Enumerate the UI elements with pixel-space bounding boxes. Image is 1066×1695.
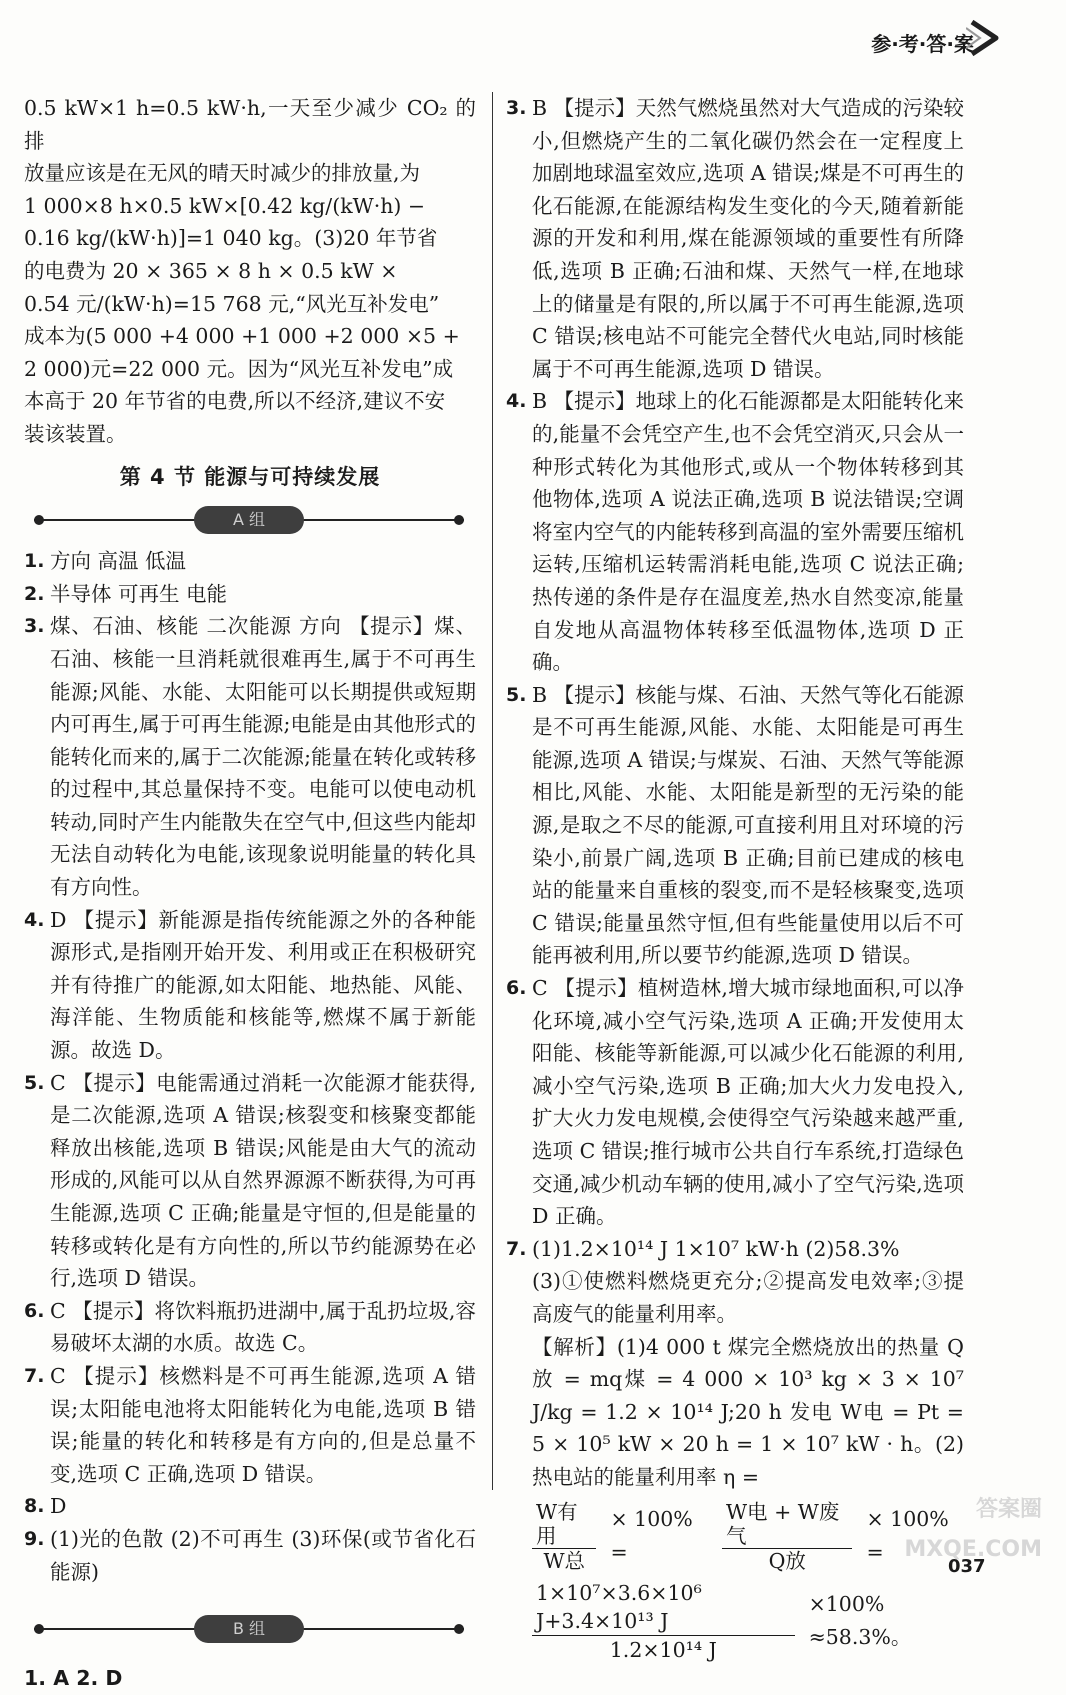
answer-item [24,1523,476,1588]
item-number: 1. [24,550,45,573]
item-text: C 【提示】将饮料瓶扔进湖中,属于乱扔垃圾,容易破坏太湖的水质。故选 C。 [50,1298,476,1356]
item-text: 方向 高温 低温 [50,549,187,574]
item-number: 6. [24,1299,45,1322]
answer-item [24,545,476,578]
fraction-numerator: 1×10⁷×3.6×10⁶ J+3.4×10¹³ J [532,1579,795,1636]
item-text: 半导体 可再生 电能 [50,581,228,606]
answer-list-b [506,92,964,1265]
fraction-result [532,1579,795,1664]
q7-part3: (3)①使燃料燃烧更充分;②提高发电效率;③提高废气的能量利用率。 [532,1269,964,1326]
fraction-denominator: W总 [543,1548,586,1573]
page-number: 037 [948,1556,986,1577]
item-number: 7. [24,1364,45,1387]
item-text: C 【提示】电能需通过消耗一次能源才能获得,是二次能源,选项 A 错误;核裂变和核聚变都能释放出核能,选项 B 错误;风能是由大气的流动形成的,风能可以从自然界源源不断获得,为可再生能源,选项 C 正确;能量是守恒的,但是能量的转移或转化是有方向性的,所以节约能源势在必行,选项 D 错误。 [50,1070,476,1291]
chevron-right-icon [966,18,1010,58]
running-header [871,28,974,57]
intro-line: 0.5 kW×1 h=0.5 kW·h,一天至少减少 CO₂ 的排 [24,96,476,153]
divider-dot [34,1624,44,1634]
equation-operator: × 100% = [866,1507,949,1565]
group-b-answers: 1. A 2. D [24,1666,123,1691]
intro-continuation [24,92,476,451]
answer-item [24,904,476,1067]
efficiency-result [506,1579,964,1664]
item-number: 2. [24,582,45,605]
intro-line: 放量应该是在无风的晴天时减少的排放量,为 [24,161,421,186]
watermark-logo: 答案圈 MXQE.COM [904,1497,1042,1562]
fraction-denominator: 1.2×10¹⁴ J [609,1637,717,1662]
item-text: B 【提示】核能与煤、石油、天然气等化石能源是不可再生能源,风能、水能、太阳能是可再生能源,选项 A 错误;与煤炭、石油、天然气等能源相比,风能、水能、太阳能是新型的无污染的能源,是取之不尽的能源,可直接利用且对环境的污染小,前景广阔,选项 B 正确;目前已建成的核电站的能量来自重核的裂变,而不是轻核聚变,选项 C 错误;能量虽然守恒,但有些能量使用以后不可能再被利用,所以要节约能源,选项 D 错误。 [532,682,964,968]
fraction-electric-heat [722,1500,853,1573]
item-text: (1)光的色散 (2)不可再生 (3)环保(或节省化石能源) [50,1526,476,1584]
item-number: 4. [506,390,527,413]
answer-item [24,1360,476,1490]
intro-line: 2 000)元=22 000 元。因为“风光互补发电”成 [24,356,454,381]
item-number: 7. [506,1237,527,1260]
divider-dot [454,1624,464,1634]
item-number: 9. [24,1527,45,1550]
equation-tail: ×100% ≈58.3%。 [808,1592,912,1650]
item-text: (1)1.2×10¹⁴ J 1×10⁷ kW·h (2)58.3% [532,1236,900,1261]
item-text: B 【提示】地球上的化石能源都是太阳能转化来的,能量不会凭空产生,也不会凭空消灭,只会从一种形式转化为其他形式,或从一个物体转移到其他物体,选项 A 说法正确,选项 B 说法错误;空调将室内空气的内能转移到高温的室外需要压缩机运转,压缩机运转需消耗电能,选项 C 说法正确;热传递的条件是存在温度差,热水自然变凉,能量自发地从高温物体转移至低温物体,选项 D 正确。 [532,389,964,675]
item-text: C 【提示】植树造林,增大城市绿地面积,可以净化环境,减小空气污染,选项 A 正确;开发使用太阳能、核能等新能源,可以减少化石能源的利用,减小空气污染,选项 B 正确;加大火力发电投入,扩大火力发电规模,会使得空气污染越来越严重,选项 C 错误;推行城市公共自行车系统,打造绿色交通,减少机动车辆的使用,减小了空气污染,选项 D 正确。 [532,976,964,1229]
item-text: B 【提示】天然气燃烧虽然对大气造成的污染较小,但燃烧产生的二氧化碳仍然会在一定程度上加剧地球温室效应,选项 A 错误;煤是不可再生的化石能源,在能源结构发生变化的今天,随着新能源的开发和利用,煤在能源领域的重要性有所降低,选项 B 正确;石油和煤、天然气一样,在地球上的储量是有限的,所以属于不可再生能源,选项 C 错误;核电站不可能完全替代火电站,同时核能属于不可再生能源,选项 D 错误。 [532,96,964,381]
group-a-badge: A 组 [194,506,304,534]
item-number: 5. [506,683,527,706]
left-column [24,92,476,1695]
divider-dot [34,515,44,525]
fraction-denominator: Q放 [768,1548,806,1573]
intro-line: 0.16 kg/(kW·h)]=1 040 kg。(3)20 年节省 [24,226,438,251]
item-text: D 【提示】新能源是指传统能源之外的各种能源形式,是指刚开始开发、利用或正在积极研究并有待推广的能源,如太阳能、地热能、风能、海洋能、生物质能和核能等,燃煤不属于新能源。故选 D。 [50,907,476,1063]
item-text: C 【提示】核燃料是不可再生能源,选项 A 错误;太阳能电池将太阳能转化为电能,选项 B 错误;能量的转化和转移是有方向的,但是总量不变,选项 C 正确,选项 D 错误。 [50,1363,476,1486]
section-title: 第 4 节 能源与可持续发展 [119,464,381,489]
group-b-divider [34,1614,464,1644]
answer-item [506,1233,964,1266]
right-column [506,92,964,1670]
answer-item [506,385,964,678]
fraction-useful-total [532,1500,596,1573]
intro-line: 1 000×8 h×0.5 kW×[0.42 kg/(kW·h) − [24,193,426,218]
intro-line: 装该装置。 [24,421,127,446]
intro-line: 的电费为 20 × 365 × 8 h × 0.5 kW × [24,258,398,283]
fraction-numerator: W有用 [532,1500,596,1549]
answer-item [506,92,964,385]
group-b-badge: B 组 [194,1615,304,1643]
answer-item [24,578,476,611]
answer-list-a [24,545,476,1588]
equation-operator: × 100% = [610,1507,693,1565]
header-title: 参·考·答·案 [871,32,974,56]
item-number: 4. [24,908,45,931]
intro-line: 本高于 20 年节省的电费,所以不经济,建议不安 [24,389,446,414]
column-divider [492,92,493,1490]
intro-line: 0.54 元/(kW·h)=15 768 元,“风光互补发电” [24,291,440,316]
item-number: 3. [24,615,45,638]
group-a-divider [34,505,464,535]
fraction-numerator: W电 + W废气 [722,1500,853,1549]
answer-item [24,610,476,903]
item-number: 6. [506,977,527,1000]
q7-analysis: 【解析】(1)4 000 t 煤完全燃烧放出的热量 Q放 = mq煤 = 4 000 × 10³ kg × 3 × 10⁷ J/kg = 1.2 × 10¹⁴ J;20 h 发电 W电 = Pt = 5 × 10⁵ kW × 20 h = 1 × 10⁷ kW · h。(2)热电站的能量利用率 η = [532,1334,964,1489]
answer-item [24,1295,476,1360]
item-number: 8. [24,1495,45,1518]
divider-dot [454,515,464,525]
intro-line: 成本为(5 000 +4 000 +1 000 +2 000 ×5 + [24,324,460,349]
item-number: 5. [24,1071,45,1094]
answer-item [506,972,964,1233]
item-number: 3. [506,97,527,119]
item-text: D [50,1494,67,1519]
answer-item [24,1067,476,1295]
item-text: 煤、石油、核能 二次能源 方向 【提示】煤、石油、核能一旦消耗就很难再生,属于不可再生能源;风能、水能、太阳能可以长期提供或短期内可再生,属于可再生能源;电能是由其他形式的能转化而来的,属于二次能源;能量在转化或转移的过程中,其总量保持不变。电能可以使电动机转动,同时产生内能散失在空气中,但这些内能却无法自动转化为电能,该现象说明能量的转化具有方向性。 [50,614,476,900]
answer-item [506,679,964,972]
answer-item [24,1490,476,1523]
